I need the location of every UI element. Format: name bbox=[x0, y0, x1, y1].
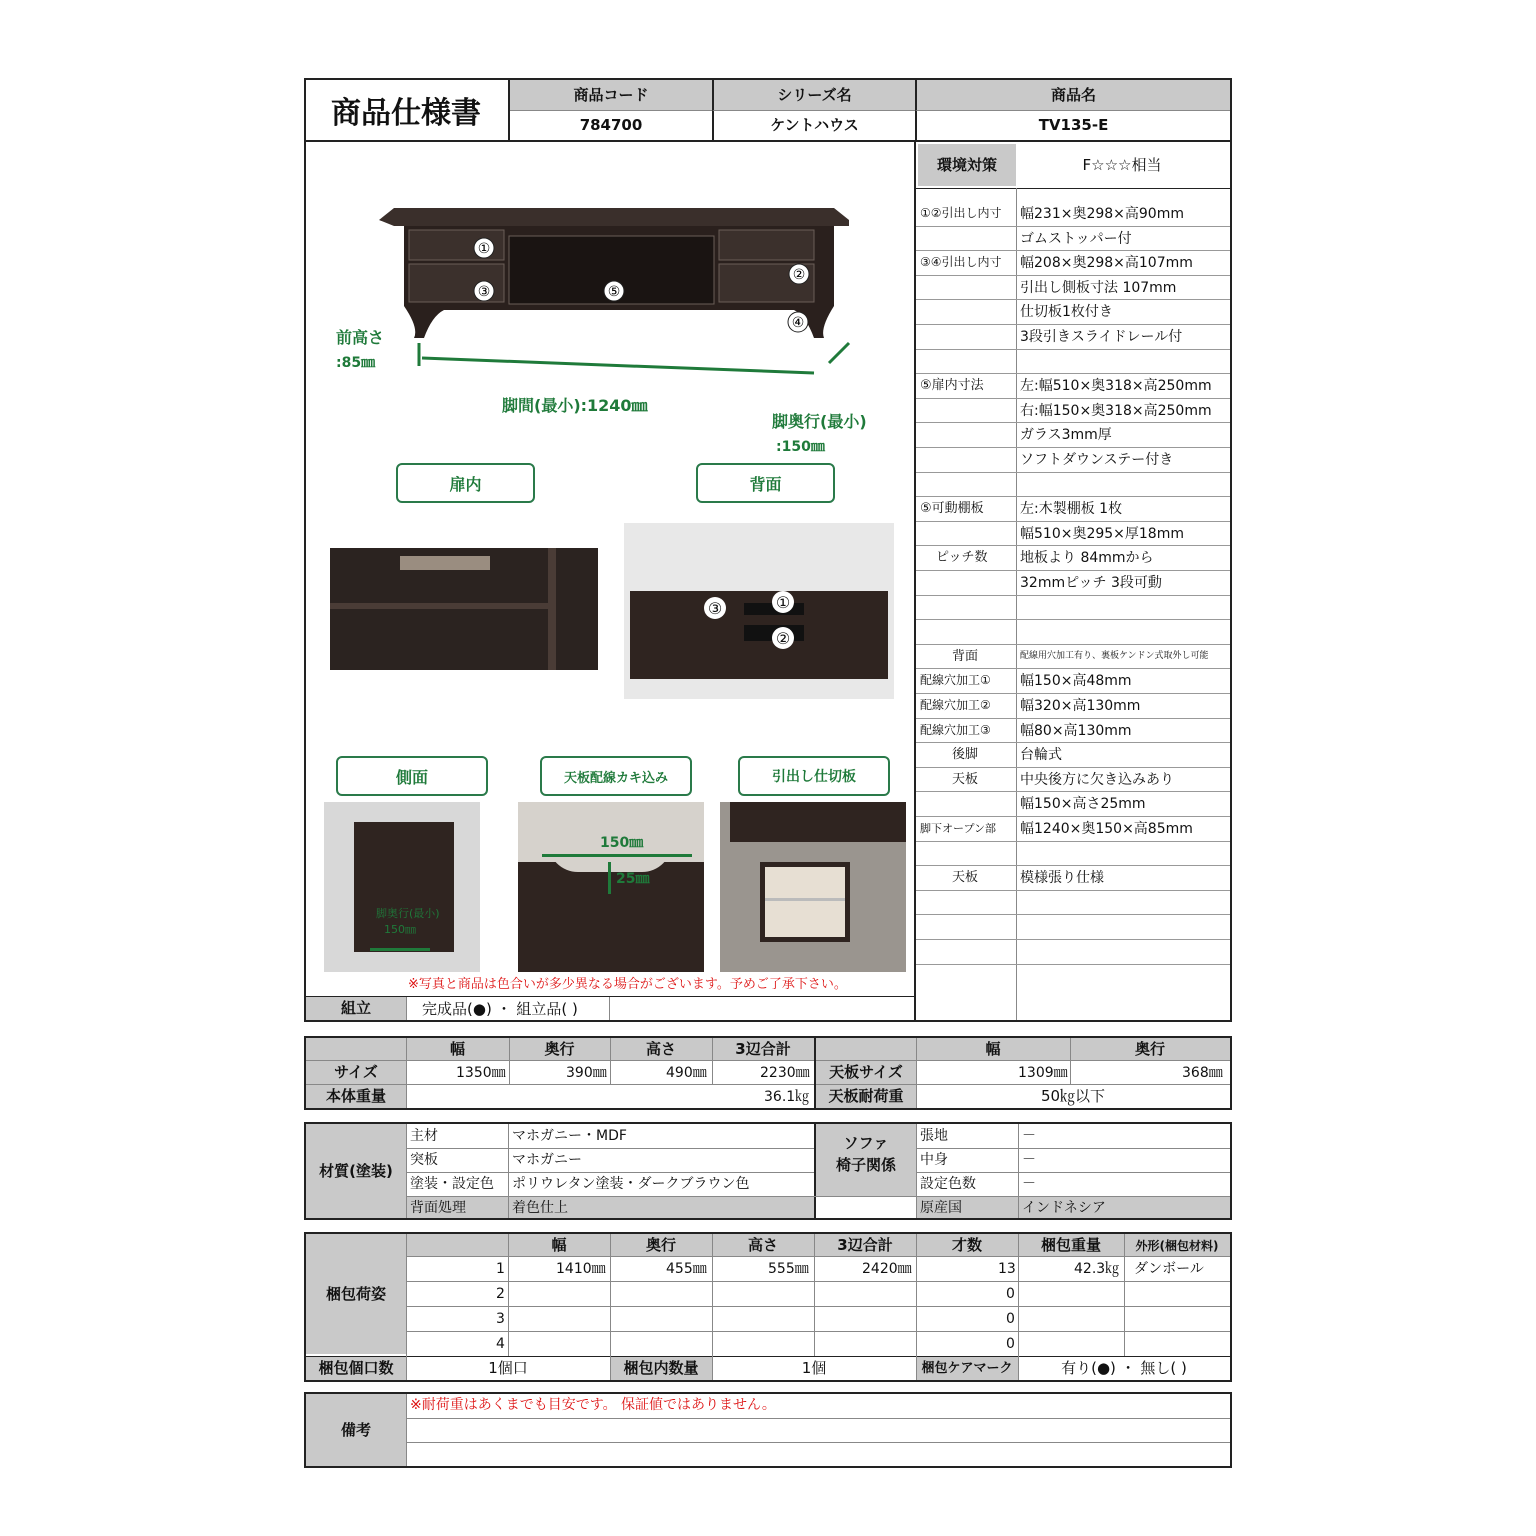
product-code-value: 784700 bbox=[510, 110, 712, 140]
spec-row bbox=[916, 620, 1230, 645]
spec-row bbox=[916, 915, 1230, 940]
size-header-depth: 奥行 bbox=[544, 1039, 575, 1058]
spec-row: 32mmピッチ 3段可動 bbox=[916, 571, 1230, 596]
spec-row: 幅150×高さ25mm bbox=[916, 792, 1230, 817]
env-value: F☆☆☆相当 bbox=[1082, 155, 1162, 174]
spec-row: 右:幅150×奥318×高250mm bbox=[916, 399, 1230, 424]
spec-row: 幅510×奥295×厚18mm bbox=[916, 522, 1230, 547]
spec-row: 配線穴加工① 幅150×高48mm bbox=[916, 669, 1230, 694]
sofa-key: 張地 bbox=[920, 1128, 948, 1144]
material-key: 突板 bbox=[410, 1152, 438, 1168]
spec-row: 脚下オープン部 幅1240×奥150×高85mm bbox=[916, 817, 1230, 842]
sofa-value: － bbox=[1022, 1128, 1036, 1144]
size-depth: 390㎜ bbox=[566, 1065, 607, 1081]
weight-label: 本体重量 bbox=[325, 1087, 386, 1105]
page-title: 商品仕様書 bbox=[304, 78, 510, 142]
size-header-height: 高さ bbox=[645, 1039, 676, 1058]
env-label: 環境対策 bbox=[918, 144, 1016, 186]
notch-height-label: 25㎜ bbox=[616, 871, 650, 887]
spec-row bbox=[916, 596, 1230, 621]
back-marker-2: ② bbox=[772, 627, 794, 649]
spec-row: ③④引出し内寸 幅208×奥298×高107mm bbox=[916, 251, 1230, 276]
top-size-width: 1309㎜ bbox=[1018, 1065, 1068, 1081]
back-marker-3: ③ bbox=[704, 597, 726, 619]
packing-header: 梱包重量 bbox=[1040, 1236, 1101, 1254]
photo-notice: ※写真と商品は色合いが多少異なる場合がございます。予めご了承下さい。 bbox=[408, 977, 847, 992]
sofa-value: インドネシア bbox=[1022, 1200, 1106, 1216]
top-header-depth: 奥行 bbox=[1134, 1039, 1165, 1058]
product-name-value: TV135-E bbox=[915, 110, 1230, 140]
side-button[interactable]: 側面 bbox=[336, 756, 488, 796]
sofa-key: 中身 bbox=[920, 1152, 948, 1168]
leg-span-label: 脚間(最小):1240㎜ bbox=[502, 396, 648, 415]
size-width: 1350㎜ bbox=[456, 1065, 506, 1081]
spec-row: 天板 中央後方に欠き込みあり bbox=[916, 768, 1230, 793]
spec-row: 後脚 台輪式 bbox=[916, 743, 1230, 768]
packing-count-value: 1個口 bbox=[488, 1359, 528, 1377]
sofa-key: 原産国 bbox=[920, 1200, 962, 1216]
packing-header: 才数 bbox=[951, 1236, 982, 1254]
spec-row: ゴムストッパー付 bbox=[916, 227, 1230, 252]
sofa-value: － bbox=[1022, 1152, 1036, 1168]
packing-header: 外形(梱包材料) bbox=[1135, 1238, 1219, 1253]
packing-header: 高さ bbox=[747, 1236, 778, 1254]
remarks-label: 備考 bbox=[306, 1394, 406, 1466]
top-size-label: 天板サイズ bbox=[829, 1063, 903, 1081]
care-mark-value: 有り(●) ・ 無し( ) bbox=[1061, 1359, 1187, 1377]
material-value: マホガニー bbox=[512, 1152, 582, 1168]
marker-1: ① bbox=[477, 241, 491, 257]
material-value: ポリウレタン塗装・ダークブラウン色 bbox=[512, 1176, 750, 1192]
spec-row bbox=[916, 940, 1230, 965]
size-label: サイズ bbox=[334, 1063, 378, 1081]
product-illustration bbox=[324, 188, 904, 568]
top-load-value: 50㎏以下 bbox=[1040, 1087, 1106, 1105]
marker-4: ④ bbox=[791, 315, 805, 331]
spec-row: ⑤可動棚板 左:木製棚板 1枚 bbox=[916, 497, 1230, 522]
top-notch-photo bbox=[518, 802, 704, 972]
material-key: 塗装・設定色 bbox=[410, 1176, 494, 1192]
drawer-divider-photo bbox=[720, 802, 906, 972]
care-mark-label: 梱包ケアマーク bbox=[921, 1361, 1013, 1376]
packing-count-label: 梱包個口数 bbox=[318, 1359, 394, 1377]
spec-row: 仕切板1枚付き bbox=[916, 300, 1230, 325]
spec-row: ①②引出し内寸 幅231×奥298×高90mm bbox=[916, 202, 1230, 227]
packing-header: 3辺合計 bbox=[837, 1236, 893, 1254]
packing-header: 幅 bbox=[551, 1236, 567, 1254]
packing-cell: 0 bbox=[1006, 1286, 1015, 1302]
side-depth-value: 150㎜ bbox=[384, 923, 416, 936]
packing-header: 奥行 bbox=[645, 1236, 676, 1254]
packing-inner-label: 梱包内数量 bbox=[623, 1359, 699, 1377]
size-total: 2230㎜ bbox=[760, 1065, 810, 1081]
assembly-value: 完成品(●) ・ 組立品( ) bbox=[422, 1000, 578, 1018]
leg-depth-label: 脚奥行(最小) bbox=[772, 412, 867, 431]
packing-cell: 555㎜ bbox=[768, 1261, 809, 1277]
materials-label: 材質(塗装) bbox=[306, 1124, 406, 1218]
remarks-text: ※耐荷重はあくまでも目安です。 保証値ではありません。 bbox=[410, 1397, 776, 1413]
packing-cell: 13 bbox=[998, 1261, 1016, 1277]
size-header-total: 3辺合計 bbox=[735, 1039, 791, 1058]
top-size-depth: 368㎜ bbox=[1182, 1065, 1223, 1081]
spec-row: ガラス3mm厚 bbox=[916, 423, 1230, 448]
spec-row: 3段引きスライドレール付 bbox=[916, 325, 1230, 350]
size-height: 490㎜ bbox=[666, 1065, 707, 1081]
spec-row: 背面 配線用穴加工有り、裏板ケンドン式取外し可能 bbox=[916, 645, 1230, 670]
spec-row: 引出し側板寸法 107mm bbox=[916, 276, 1230, 301]
material-key: 背面処理 bbox=[410, 1200, 466, 1216]
material-value: 着色仕上 bbox=[512, 1200, 568, 1216]
packing-cell: 42.3㎏ bbox=[1074, 1261, 1120, 1277]
back-photo bbox=[624, 523, 894, 699]
spec-row: 天板 模様張り仕様 bbox=[916, 866, 1230, 891]
notch-width-label: 150㎜ bbox=[600, 835, 644, 851]
packing-row-no: 4 bbox=[496, 1336, 505, 1352]
top-load-label: 天板耐荷重 bbox=[828, 1087, 904, 1105]
leg-depth-value: :150㎜ bbox=[776, 439, 825, 455]
spec-row bbox=[916, 842, 1230, 867]
back-marker-1: ① bbox=[772, 591, 794, 613]
packing-cell: 2420㎜ bbox=[862, 1261, 912, 1277]
sofa-label-2: 椅子関係 bbox=[835, 1155, 896, 1174]
series-label: シリーズ名 bbox=[712, 80, 915, 110]
sofa-value: － bbox=[1022, 1176, 1036, 1192]
product-code-label: 商品コード bbox=[510, 80, 712, 110]
packing-label: 梱包荷姿 bbox=[306, 1234, 406, 1354]
packing-inner-value: 1個 bbox=[801, 1359, 827, 1377]
front-height-value: :85㎜ bbox=[336, 355, 376, 371]
size-header-width: 幅 bbox=[449, 1039, 465, 1058]
side-photo bbox=[324, 802, 480, 972]
material-key: 主材 bbox=[410, 1128, 438, 1144]
assembly-label: 組立 bbox=[306, 997, 406, 1020]
series-value: ケントハウス bbox=[712, 110, 915, 140]
packing-row-no: 2 bbox=[496, 1286, 505, 1302]
spec-row: ピッチ数 地板より 84mmから bbox=[916, 546, 1230, 571]
spec-row: 配線穴加工② 幅320×高130mm bbox=[916, 694, 1230, 719]
marker-5: ⑤ bbox=[607, 284, 621, 300]
spec-row bbox=[916, 965, 1230, 990]
front-height-label: 前高さ bbox=[336, 328, 385, 347]
spec-row: 配線穴加工③ 幅80×高130mm bbox=[916, 719, 1230, 744]
packing-row-no: 3 bbox=[496, 1311, 505, 1327]
sofa-key: 設定色数 bbox=[920, 1176, 976, 1192]
spec-sheet bbox=[304, 78, 1232, 1468]
drawer-divider-button[interactable]: 引出し仕切板 bbox=[738, 756, 890, 796]
packing-row-no: 1 bbox=[496, 1261, 505, 1277]
top-header-width: 幅 bbox=[985, 1039, 1001, 1058]
product-name-label: 商品名 bbox=[915, 80, 1230, 110]
spec-row: ⑤扉内寸法 左:幅510×奥318×高250mm bbox=[916, 374, 1230, 399]
weight-value: 36.1㎏ bbox=[764, 1089, 810, 1105]
back-button[interactable]: 背面 bbox=[696, 463, 835, 503]
marker-2: ② bbox=[792, 267, 806, 283]
spec-row: ソフトダウンステー付き bbox=[916, 448, 1230, 473]
packing-cell: 0 bbox=[1006, 1311, 1015, 1327]
top-notch-button[interactable]: 天板配線カキ込み bbox=[540, 756, 692, 796]
packing-cell: 1410㎜ bbox=[556, 1261, 606, 1277]
spec-row bbox=[916, 891, 1230, 916]
packing-cell: 0 bbox=[1006, 1336, 1015, 1352]
spec-row bbox=[916, 473, 1230, 498]
side-depth-label: 脚奥行(最小) bbox=[376, 907, 440, 920]
door-inside-photo bbox=[330, 548, 598, 670]
spec-row bbox=[916, 350, 1230, 375]
sofa-label-1: ソファ bbox=[843, 1133, 889, 1152]
packing-cell: 455㎜ bbox=[666, 1261, 707, 1277]
marker-3: ③ bbox=[477, 284, 491, 300]
packing-cell: ダンボール bbox=[1134, 1261, 1204, 1277]
material-value: マホガニー・MDF bbox=[512, 1128, 627, 1144]
door-inside-button[interactable]: 扉内 bbox=[396, 463, 535, 503]
